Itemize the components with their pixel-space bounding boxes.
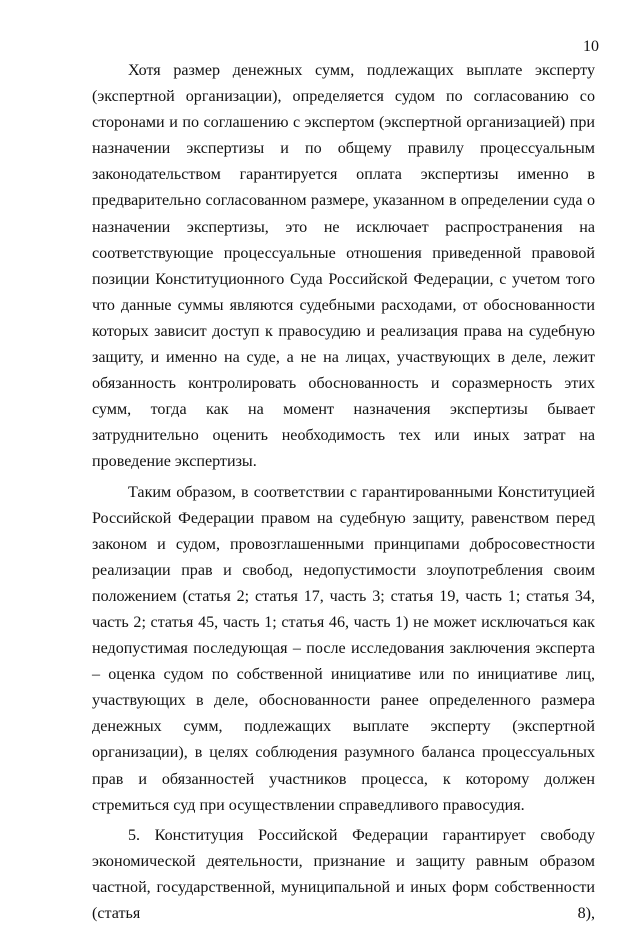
paragraph-expert-fees: Хотя размер денежных сумм, подлежащих выплате эксперту (экспертной организации), определяется судом по согласованию со сторонами и по соглашению с экспертом (экспертной организацией) при назначении экспертизы и по общему правилу процессуальным законодательством гарантируется оплата экспертизы именно в предварительно согласованном размере, указанном в определении суда о назначении экспертизы, это не исключает распространения на соответствующие процессуальные отношения приведенной правовой позиции Конституционного Суда Российской Федерации, с учетом того что данные суммы являются судебными расходами, от обоснованности которых зависит доступ к правосудию и реализация права на судебную защиту, и именно на суде, а не на лицах, участвующих в деле, лежит обязанность контролировать обоснованность и соразмерность этих сумм, тогда как на момент назначения экспертизы бывает затруднительно оценить необходимость тех или иных затрат на проведение экспертизы. — [92, 62, 595, 471]
document-body — [92, 58, 595, 927]
paragraph-conclusion: Таким образом, в соответствии с гарантированными Конституцией Российской Федерации правом на судебную защиту, равенством перед законом и судом, провозглашенными принципами добросовестности реализации прав и свобод, недопустимости злоупотребления своим положением (статья 2; статья 17, часть 3; статья 19, часть 1; статья 34, часть 2; статья 45, часть 1; статья 46, часть 1) не может исключаться как недопустимая последующая – после исследования заключения эксперта – оценка судом по собственной инициативе или по инициативе лиц, участвующих в деле, обоснованности ранее определенного размера денежных сумм, подлежащих выплате эксперту (экспертной организации), в целях соблюдения разумного баланса процессуальных прав и обязанностей участников процесса, к которому должен стремиться суд при осуществлении справедливого правосудия. — [92, 483, 595, 814]
page-number: 10 — [583, 38, 599, 55]
paragraph-point-5: 5. Конституция Российской Федерации гарантирует свободу экономической деятельности, признание и защиту равным образом частной, государственной, муниципальной и иных форм собственности (статья 8), — [92, 826, 595, 922]
